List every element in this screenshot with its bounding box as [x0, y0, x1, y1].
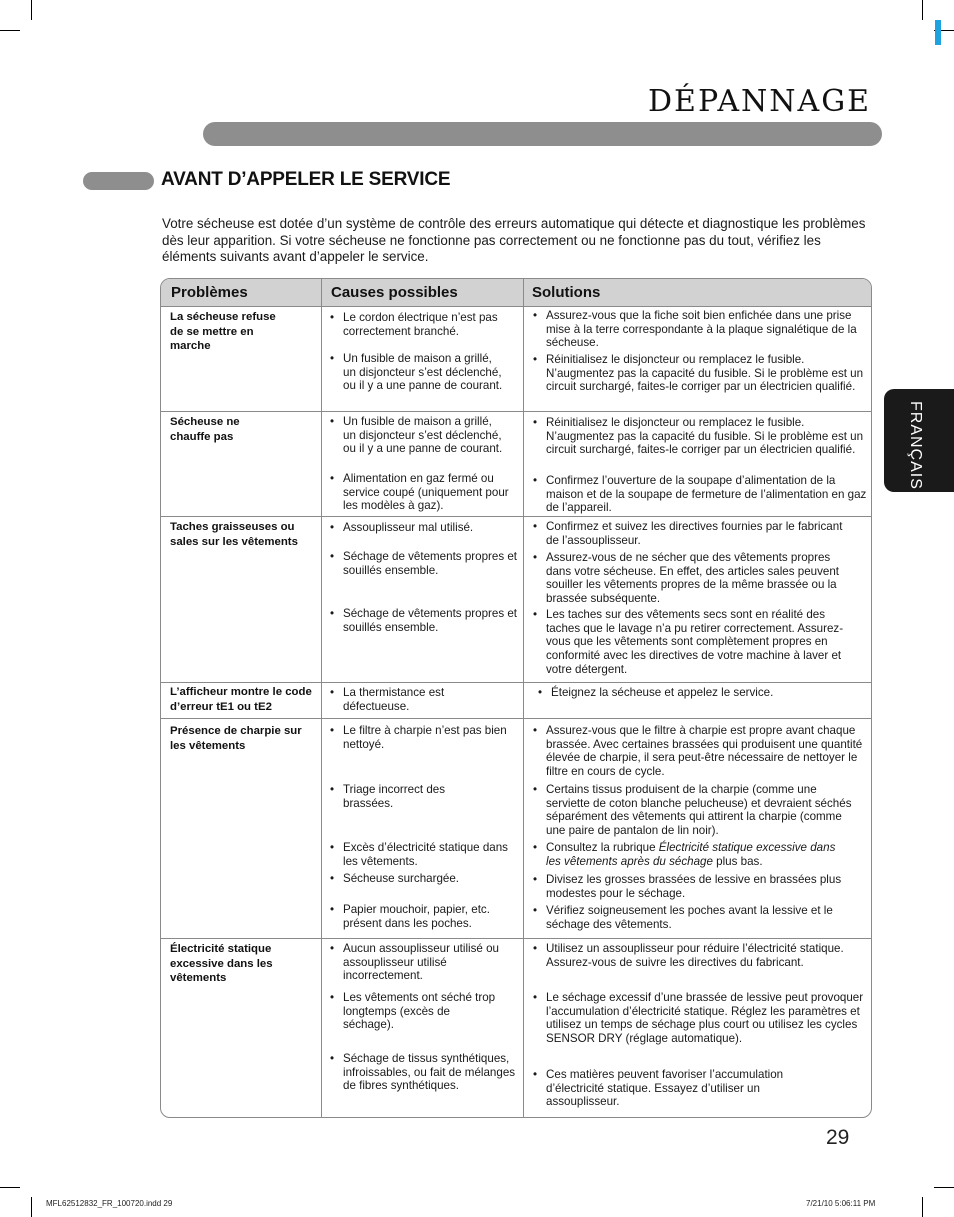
language-tab-label: FRANÇAIS [907, 401, 924, 490]
header-problems: Problèmes [171, 284, 248, 301]
crop-mark [31, 1197, 32, 1217]
cause-item: • Excès d’électricité statique dans les vêtements. [330, 841, 508, 868]
solution-item: • Confirmez l’ouverture de la soupape d’alimentation de la maison et de la soupape de fermeture de l’alimentation en gaz de l’appareil. [533, 474, 867, 515]
crop-mark [0, 30, 20, 31]
solution-item: • Assurez-vous de ne sécher que des vêtements propres dans votre sécheuse. En effet, des articles sales peuvent souiller les vêtements propres de la même brassée ou la brassée subséquente. [533, 551, 840, 606]
column-divider [321, 279, 322, 1117]
solution-item: • Les taches sur des vêtements secs sont en réalité des taches que le lavage n’a pu retirer correctement. Assurez-vous que les vêtements sont complètement propres en conformité avec les directives de votre machine à laver et votre détergent. [533, 608, 844, 676]
cause-item: • Aucun assouplisseur utilisé ou assouplisseur utilisé incorrectement. [330, 942, 499, 983]
problem-text: Taches graisseuses ou sales sur les vêtements [170, 521, 298, 548]
header-solutions: Solutions [532, 284, 601, 301]
cause-item: • Les vêtements ont séché trop longtemps (excès de séchage). [330, 991, 496, 1032]
header-causes: Causes possibles [331, 284, 458, 301]
problem-text: L’afficheur montre le code d’erreur tE1 ou tE2 [170, 686, 312, 713]
solution-item: • Assurez-vous que la fiche soit bien enfichée dans une prise mise à la terre correspondante à la plaque signalétique de la sécheuse. [533, 309, 857, 350]
cause-item: • Séchage de tissus synthétiques, infroissables, ou fait de mélanges de fibres synthétiques. [330, 1052, 516, 1093]
cause-item: • Le cordon électrique n’est pas correctement branché. [330, 311, 498, 338]
solution-item: • Confirmez et suivez les directives fournies par le fabricant de l’assouplisseur. [533, 520, 843, 547]
cause-item: • Alimentation en gaz fermé ou service coupé (uniquement pour les modèles à gaz). [330, 472, 509, 513]
page-number: 29 [826, 1126, 850, 1149]
problem-text: Sécheuse ne chauffe pas [170, 416, 240, 443]
problem-text: Présence de charpie sur les vêtements [170, 725, 302, 752]
column-divider [523, 279, 524, 1117]
table-header [161, 279, 871, 307]
footer-timestamp: 7/21/10 5:06:11 PM [806, 1199, 876, 1208]
solution-item: • Divisez les grosses brassées de lessive en brassées plus modestes pour le séchage. [533, 873, 842, 900]
solution-item: • Assurez-vous que le filtre à charpie est propre avant chaque brassée. Avec certaines brassées qui produisent une quantité élevée de charpie, il sera peut-être nécessaire de nettoyer le filtre en cours de cycle. [533, 724, 863, 779]
troubleshooting-table [160, 278, 872, 1118]
registration-mark [935, 20, 941, 45]
cause-item: • Séchage de vêtements propres et souillés ensemble. [330, 550, 518, 577]
row-divider [161, 411, 871, 412]
cause-item: • Sécheuse surchargée. [330, 872, 460, 885]
section-marker [83, 172, 154, 190]
cause-item: • Un fusible de maison a grillé, un disjoncteur s’est déclenché, ou il y a une panne de courant. [330, 415, 503, 456]
crop-mark [0, 1187, 20, 1188]
crop-mark [31, 0, 32, 20]
intro-paragraph: Votre sécheuse est dotée d’un système de contrôle des erreurs automatique qui détecte et diagnostique les problèmes dès leur apparition. Si votre sécheuse ne fonctionne pas correctement ou ne fonctionne pas du tout, vérifiez les éléments suivants avant d’appeler le service. [162, 216, 866, 264]
cause-item: • Papier mouchoir, papier, etc. présent dans les poches. [330, 903, 490, 930]
section-heading: AVANT D’APPELER LE SERVICE [161, 169, 451, 190]
row-divider [161, 718, 871, 719]
crop-mark [922, 0, 923, 20]
solution-item: • Ces matières peuvent favoriser l’accumulation d’électricité statique. Essayez d’utiliser un assouplisseur. [533, 1068, 784, 1109]
problem-text: La sécheuse refuse de se mettre en marche [170, 311, 276, 352]
language-tab [884, 389, 954, 492]
cause-item: • Assouplisseur mal utilisé. [330, 521, 474, 534]
row-divider [161, 682, 871, 683]
cause-item: • La thermistance est défectueuse. [330, 686, 445, 713]
row-divider [161, 516, 871, 517]
footer-file: MFL62512832_FR_100720.indd 29 [46, 1199, 173, 1208]
solution-item: • Réinitialisez le disjoncteur ou remplacez le fusible. N’augmentez pas la capacité du fusible. Si le problème est un circuit surchargé, faites-le corriger par un électricien qualifié. [533, 416, 864, 457]
solution-item: • Réinitialisez le disjoncteur ou remplacez le fusible. N’augmentez pas la capacité du fusible. Si le problème est un circuit surchargé, faites-le corriger par un électricien qualifié. [533, 353, 864, 394]
solution-item: • Le séchage excessif d’une brassée de lessive peut provoquer l’accumulation d’électricité statique. Réglez les paramètres et utilisez un temps de séchage plus court ou utilisez les cycles SENSOR DRY (réglage automatique). [533, 991, 864, 1046]
cause-item: • Un fusible de maison a grillé, un disjoncteur s’est déclenché, ou il y a une panne de courant. [330, 352, 503, 393]
solution-item: • Vérifiez soigneusement les poches avant la lessive et le séchage des vêtements. [533, 904, 833, 931]
row-divider [161, 938, 871, 939]
problem-text: Électricité statique excessive dans les vêtements [170, 943, 273, 984]
cause-item: • Triage incorrect des brassées. [330, 783, 446, 810]
crop-mark [922, 1197, 923, 1217]
crop-mark [934, 1187, 954, 1188]
solution-item: • Éteignez la sécheuse et appelez le service. [538, 686, 774, 699]
solution-item: • Certains tissus produisent de la charpie (comme une serviette de coton blanche pelucheuse) et devraient séchés séparément des vêtements qui attirent la charpie (comme une paire de pantalon de lin noir). [533, 783, 852, 838]
title-bar [203, 122, 882, 146]
solution-item: • Consultez la rubrique Électricité statique excessive dans les vêtements après du séchage plus bas. [533, 841, 836, 868]
page-title: DÉPANNAGE [648, 84, 872, 119]
cause-item: • Le filtre à charpie n’est pas bien nettoyé. [330, 724, 507, 751]
cause-item: • Séchage de vêtements propres et souillés ensemble. [330, 607, 518, 634]
solution-item: • Utilisez un assouplisseur pour réduire l’électricité statique. Assurez-vous de suivre les directives du fabricant. [533, 942, 844, 969]
